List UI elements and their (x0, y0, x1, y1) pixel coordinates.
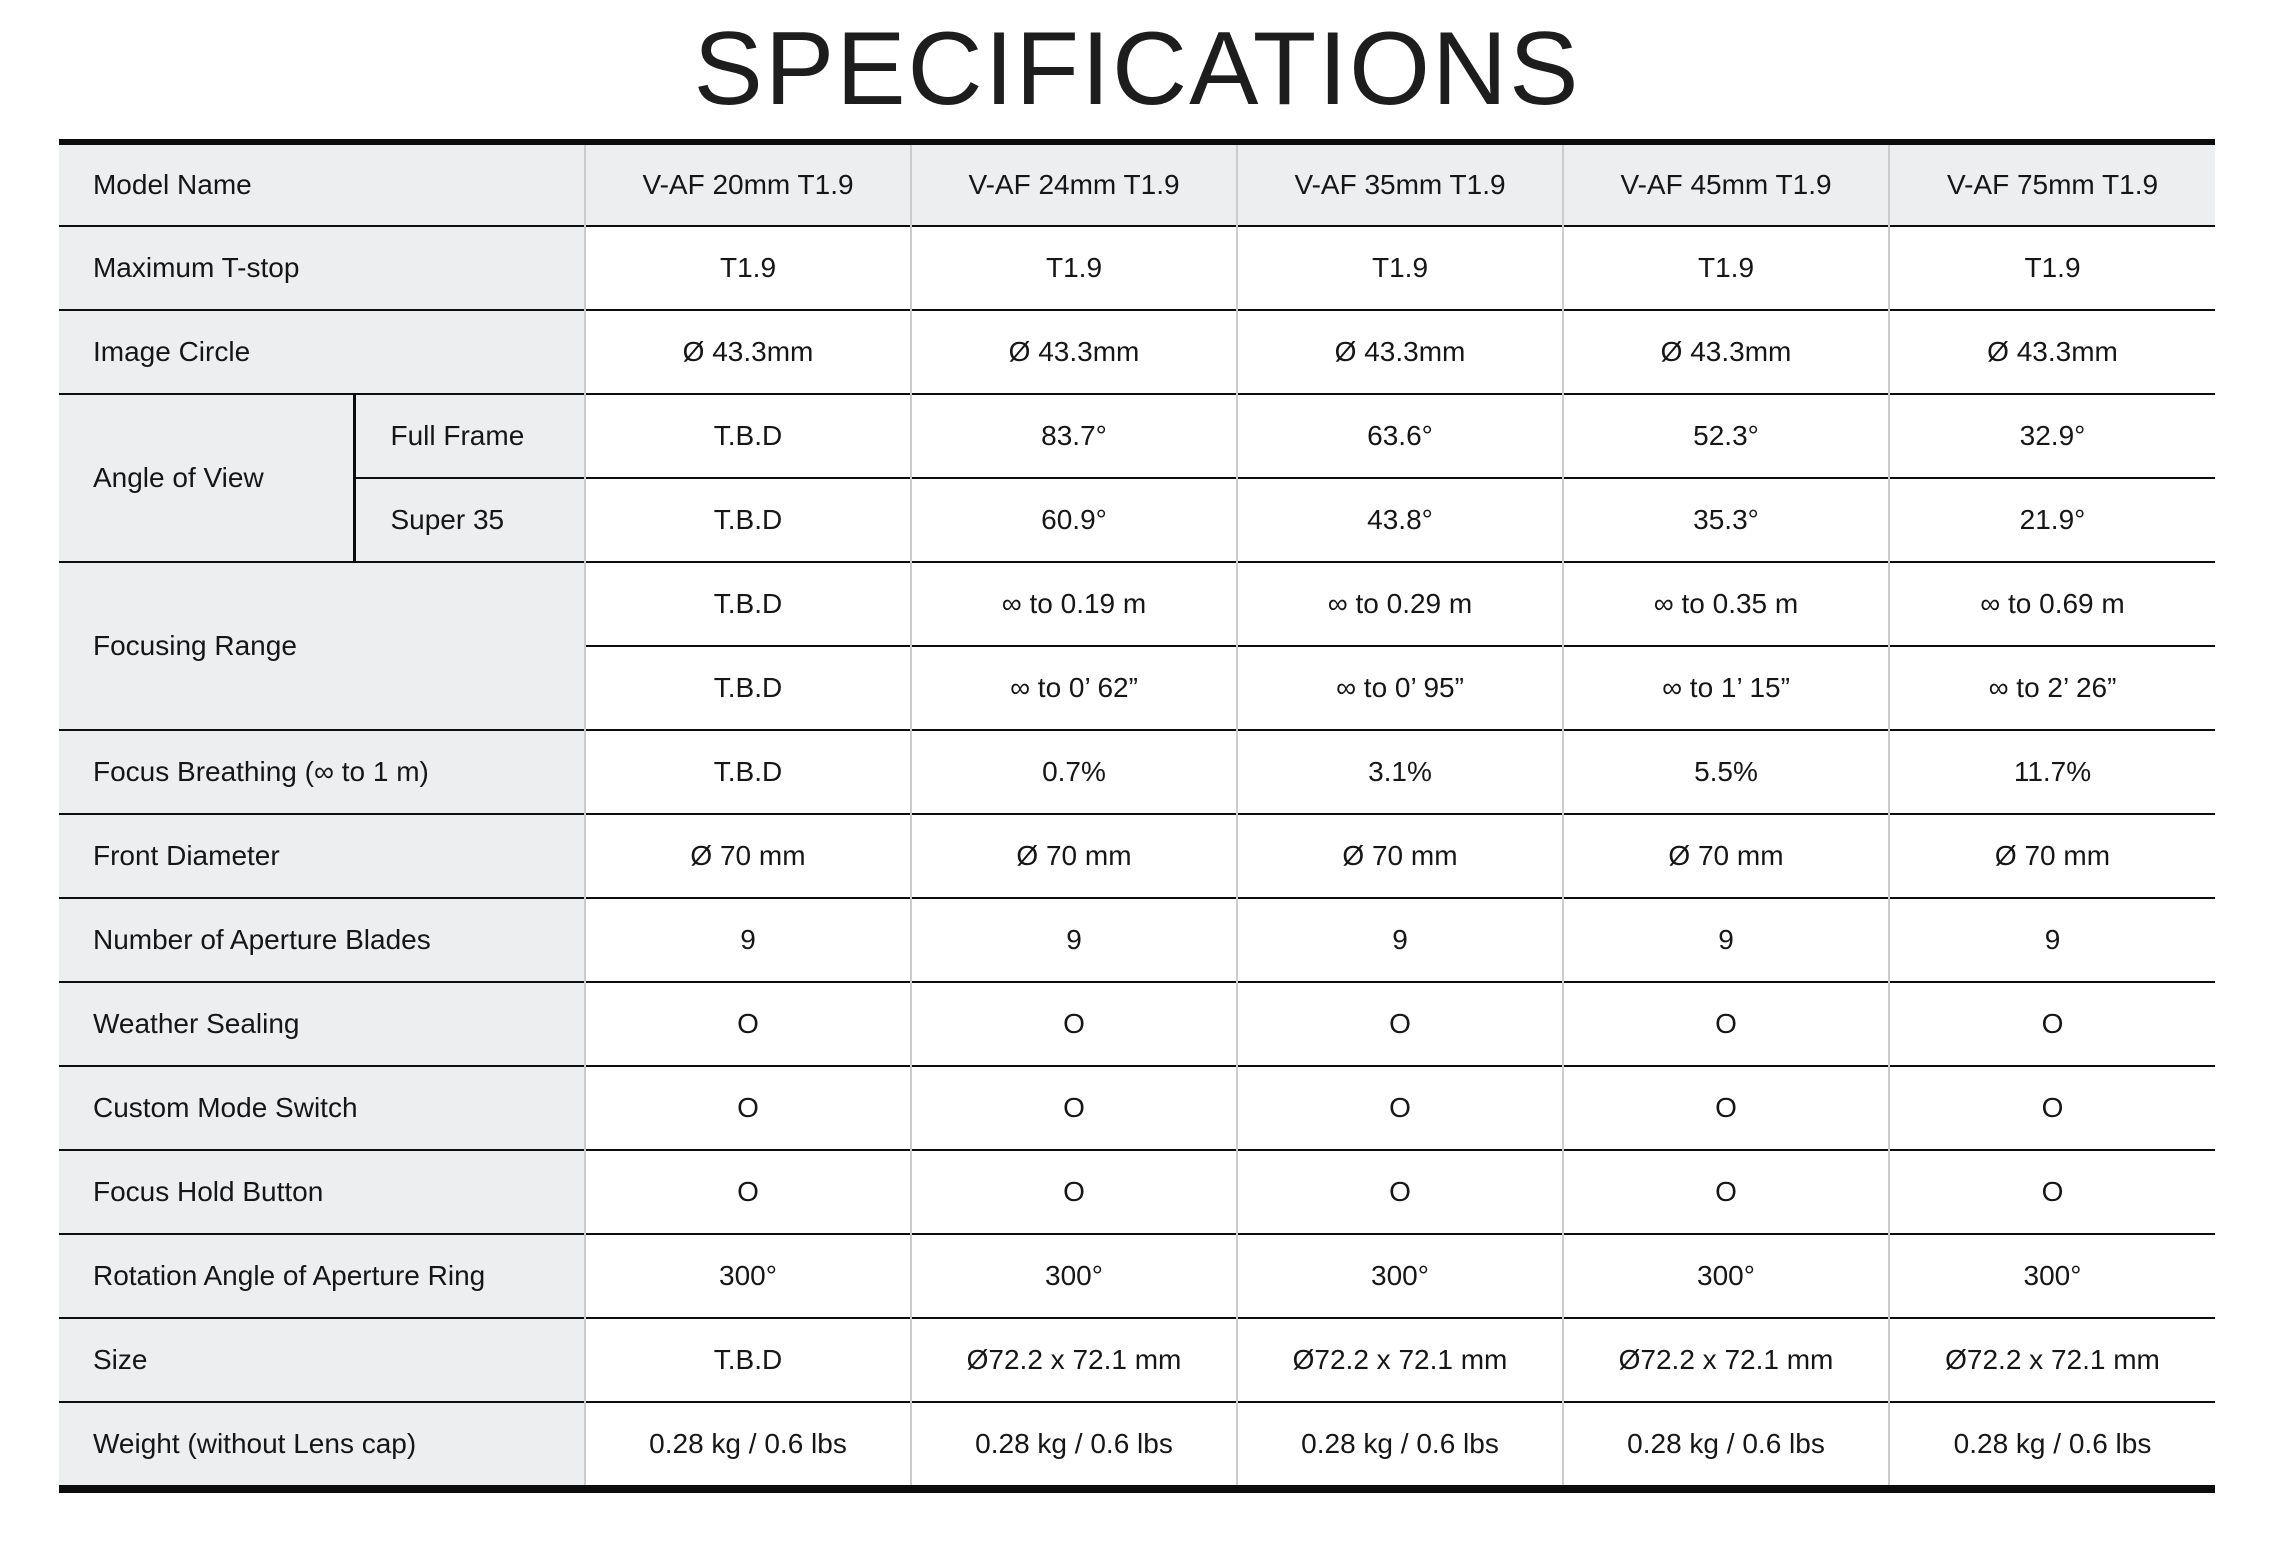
spec-value: O (1237, 1066, 1563, 1150)
spec-value: 5.5% (1563, 730, 1889, 814)
spec-value: T.B.D (585, 646, 911, 730)
spec-value: T1.9 (1563, 226, 1889, 310)
spec-row-rotation-angle (59, 1234, 2215, 1318)
row-label: Weather Sealing (59, 982, 585, 1066)
spec-value: Ø72.2 x 72.1 mm (1563, 1318, 1889, 1402)
spec-value: ∞ to 0.35 m (1563, 562, 1889, 646)
spec-value: 11.7% (1889, 730, 2215, 814)
spec-value: 21.9° (1889, 478, 2215, 562)
spec-value: Ø 43.3mm (585, 310, 911, 394)
row-label: Angle of View (59, 394, 355, 562)
spec-value: 0.28 kg / 0.6 lbs (1889, 1402, 2215, 1489)
spec-value: ∞ to 0.19 m (911, 562, 1237, 646)
spec-value: Ø 43.3mm (1237, 310, 1563, 394)
spec-row-front-diameter (59, 814, 2215, 898)
spec-row-angle-of-view-super-35 (59, 478, 2215, 562)
spec-value: T1.9 (585, 226, 911, 310)
spec-value: 52.3° (1563, 394, 1889, 478)
spec-row-weight (59, 1402, 2215, 1489)
spec-value: 300° (1237, 1234, 1563, 1318)
spec-value: Ø 43.3mm (911, 310, 1237, 394)
spec-value: T.B.D (585, 1318, 911, 1402)
row-sublabel: Full Frame (355, 394, 585, 478)
spec-value: T1.9 (911, 226, 1237, 310)
spec-value: 9 (911, 898, 1237, 982)
spec-value: O (585, 982, 911, 1066)
spec-row-image-circle (59, 310, 2215, 394)
row-label: Custom Mode Switch (59, 1066, 585, 1150)
column-header-model: V-AF 45mm T1.9 (1563, 142, 1889, 226)
table-header-row (59, 142, 2215, 226)
page-title-area (0, 0, 2274, 139)
spec-value: Ø 43.3mm (1563, 310, 1889, 394)
spec-value: 0.28 kg / 0.6 lbs (911, 1402, 1237, 1489)
spec-value: Ø 70 mm (911, 814, 1237, 898)
spec-row-focusing-range-metric (59, 562, 2215, 646)
spec-value: 43.8° (1237, 478, 1563, 562)
spec-value: ∞ to 2’ 26” (1889, 646, 2215, 730)
row-label: Maximum T-stop (59, 226, 585, 310)
spec-value: O (585, 1066, 911, 1150)
header-model-name-label: Model Name (59, 142, 585, 226)
spec-row-angle-of-view-full-frame (59, 394, 2215, 478)
spec-value: O (1563, 1150, 1889, 1234)
column-header-model: V-AF 35mm T1.9 (1237, 142, 1563, 226)
spec-value: O (1237, 1150, 1563, 1234)
spec-value: T1.9 (1237, 226, 1563, 310)
spec-value: O (911, 1066, 1237, 1150)
spec-row-weather-sealing (59, 982, 2215, 1066)
spec-value: ∞ to 0’ 62” (911, 646, 1237, 730)
spec-value: 60.9° (911, 478, 1237, 562)
spec-value: T1.9 (1889, 226, 2215, 310)
row-label: Focusing Range (59, 562, 585, 730)
spec-value: 300° (585, 1234, 911, 1318)
spec-value: O (1237, 982, 1563, 1066)
spec-row-custom-mode-switch (59, 1066, 2215, 1150)
spec-value: 9 (1563, 898, 1889, 982)
row-label: Weight (without Lens cap) (59, 1402, 585, 1489)
spec-value: O (1889, 1150, 2215, 1234)
spec-value: 9 (1889, 898, 2215, 982)
spec-row-size (59, 1318, 2215, 1402)
row-label: Focus Breathing (∞ to 1 m) (59, 730, 585, 814)
spec-value: 9 (585, 898, 911, 982)
spec-value: T.B.D (585, 562, 911, 646)
spec-value: Ø 70 mm (1563, 814, 1889, 898)
row-label: Size (59, 1318, 585, 1402)
page-title: SPECIFICATIONS (693, 11, 1581, 127)
spec-value: 0.7% (911, 730, 1237, 814)
specifications-table (59, 139, 2215, 1493)
spec-row-focus-hold-button (59, 1150, 2215, 1234)
spec-value: 300° (911, 1234, 1237, 1318)
spec-value: T.B.D (585, 478, 911, 562)
spec-value: O (585, 1150, 911, 1234)
row-label: Front Diameter (59, 814, 585, 898)
spec-value: O (911, 982, 1237, 1066)
spec-value: T.B.D (585, 730, 911, 814)
column-header-model: V-AF 24mm T1.9 (911, 142, 1237, 226)
spec-value: O (1889, 1066, 2215, 1150)
spec-value: Ø 43.3mm (1889, 310, 2215, 394)
spec-row-aperture-blades (59, 898, 2215, 982)
spec-value: ∞ to 0’ 95” (1237, 646, 1563, 730)
row-label: Focus Hold Button (59, 1150, 585, 1234)
spec-value: Ø 70 mm (1889, 814, 2215, 898)
spec-value: 300° (1889, 1234, 2215, 1318)
spec-value: 0.28 kg / 0.6 lbs (1563, 1402, 1889, 1489)
row-sublabel: Super 35 (355, 478, 585, 562)
row-label: Image Circle (59, 310, 585, 394)
spec-value: Ø 70 mm (1237, 814, 1563, 898)
spec-value: O (911, 1150, 1237, 1234)
spec-value: ∞ to 1’ 15” (1563, 646, 1889, 730)
spec-value: 300° (1563, 1234, 1889, 1318)
spec-value: Ø 70 mm (585, 814, 911, 898)
spec-value: 35.3° (1563, 478, 1889, 562)
spec-value: 0.28 kg / 0.6 lbs (1237, 1402, 1563, 1489)
spec-value: 32.9° (1889, 394, 2215, 478)
spec-value: 83.7° (911, 394, 1237, 478)
spec-value: 9 (1237, 898, 1563, 982)
spec-value: 3.1% (1237, 730, 1563, 814)
spec-value: Ø72.2 x 72.1 mm (1889, 1318, 2215, 1402)
spec-value: 63.6° (1237, 394, 1563, 478)
spec-row-focus-breathing (59, 730, 2215, 814)
column-header-model: V-AF 20mm T1.9 (585, 142, 911, 226)
spec-value: ∞ to 0.69 m (1889, 562, 2215, 646)
spec-value: Ø72.2 x 72.1 mm (1237, 1318, 1563, 1402)
spec-row-maximum-t-stop (59, 226, 2215, 310)
spec-value: ∞ to 0.29 m (1237, 562, 1563, 646)
spec-value: O (1563, 1066, 1889, 1150)
row-label: Rotation Angle of Aperture Ring (59, 1234, 585, 1318)
column-header-model: V-AF 75mm T1.9 (1889, 142, 2215, 226)
spec-value: 0.28 kg / 0.6 lbs (585, 1402, 911, 1489)
spec-value: T.B.D (585, 394, 911, 478)
spec-value: O (1889, 982, 2215, 1066)
row-label: Number of Aperture Blades (59, 898, 585, 982)
spec-value: O (1563, 982, 1889, 1066)
spec-value: Ø72.2 x 72.1 mm (911, 1318, 1237, 1402)
